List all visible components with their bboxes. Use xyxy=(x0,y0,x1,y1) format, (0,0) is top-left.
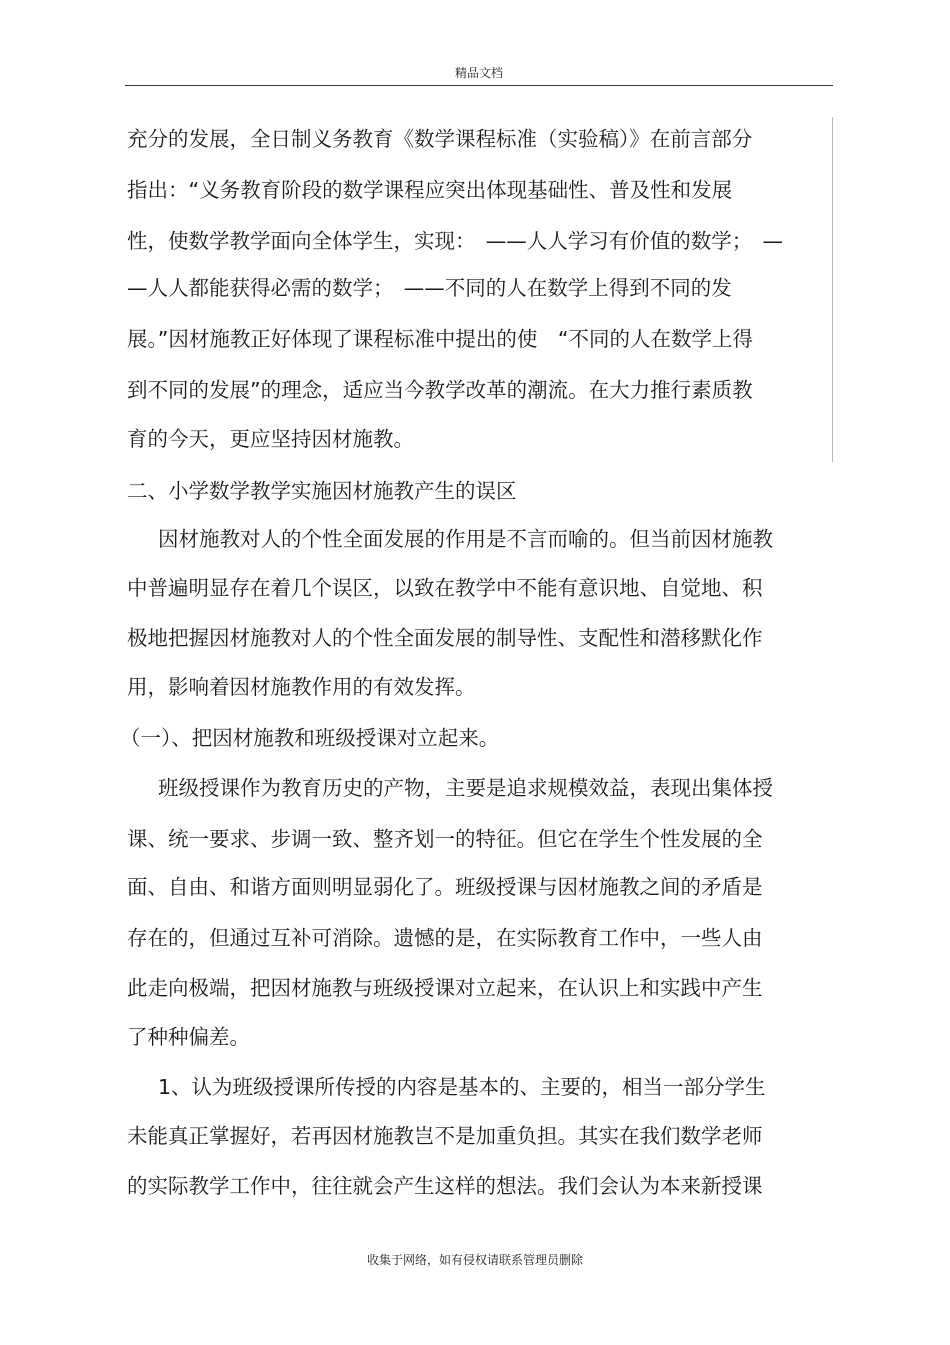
body-text-line: 班级授课作为教育历史的产物，主要是追求规模效益，表现出集体授 xyxy=(158,776,773,800)
body-text-line: 存在的，但通过互补可消除。遗憾的是，在实际教育工作中，一些人由 xyxy=(127,926,763,950)
body-text-line: 到不同的发展”的理念，适应当今教学改革的潮流。在大力推行素质教 xyxy=(127,378,753,402)
body-text-line: 的实际教学工作中，往往就会产生这样的想法。我们会认为本来新授课 xyxy=(127,1174,763,1198)
body-text-line: —人人都能获得必需的数学； ——不同的人在数学上得到不同的发 xyxy=(127,276,732,300)
subsection-heading: （一）、把因材施教和班级授课对立起来。 xyxy=(120,726,500,750)
body-text-line: 极地把握因材施教对人的个性全面发展的制导性、支配性和潜移默化作 xyxy=(127,626,763,650)
body-text-line: 育的今天，更应坚持因材施教。 xyxy=(127,427,414,451)
body-text-line: 面、自由、和谐方面则明显弱化了。班级授课与因材施教之间的矛盾是 xyxy=(127,875,763,899)
page-footer: 收集于网络，如有侵权请联系管理员删除 xyxy=(366,1253,583,1267)
body-text-line: 中普遍明显存在着几个误区，以致在教学中不能有意识地、自觉地、积 xyxy=(127,576,763,600)
header-divider xyxy=(125,85,833,86)
page-header: 精品文档 xyxy=(454,66,503,80)
body-text-line: 此走向极端，把因材施教与班级授课对立起来，在认识上和实践中产生 xyxy=(127,976,763,1000)
body-text-line: 性，使数学教学面向全体学生，实现： ——人人学习有价值的数学； — xyxy=(127,229,783,253)
body-text-line: 了种种偏差。 xyxy=(127,1025,250,1049)
body-text-line: 指出：“义务教育阶段的数学课程应突出体现基础性、普及性和发展 xyxy=(127,178,733,202)
body-text-line: 展。”因材施教正好体现了课程标准中提出的使 “不同的人在数学上得 xyxy=(127,327,753,351)
body-text-line: 未能真正掌握好，若再因材施教岂不是加重负担。其实在我们数学老师 xyxy=(127,1124,763,1148)
margin-line xyxy=(832,117,833,462)
body-text-line: 因材施教对人的个性全面发展的作用是不言而喻的。但当前因材施教 xyxy=(158,527,773,551)
body-text-line: 1、认为班级授课所传授的内容是基本的、主要的，相当一部分学生 xyxy=(158,1075,766,1099)
section-heading: 二、小学数学教学实施因材施教产生的误区 xyxy=(127,479,517,503)
body-text-line: 充分的发展，全日制义务教育《数学课程标准（实验稿）》在前言部分 xyxy=(127,127,753,151)
body-text-line: 用，影响着因材施教作用的有效发挥。 xyxy=(127,675,476,699)
body-text-line: 课、统一要求、步调一致、整齐划一的特征。但它在学生个性发展的全 xyxy=(127,827,763,851)
